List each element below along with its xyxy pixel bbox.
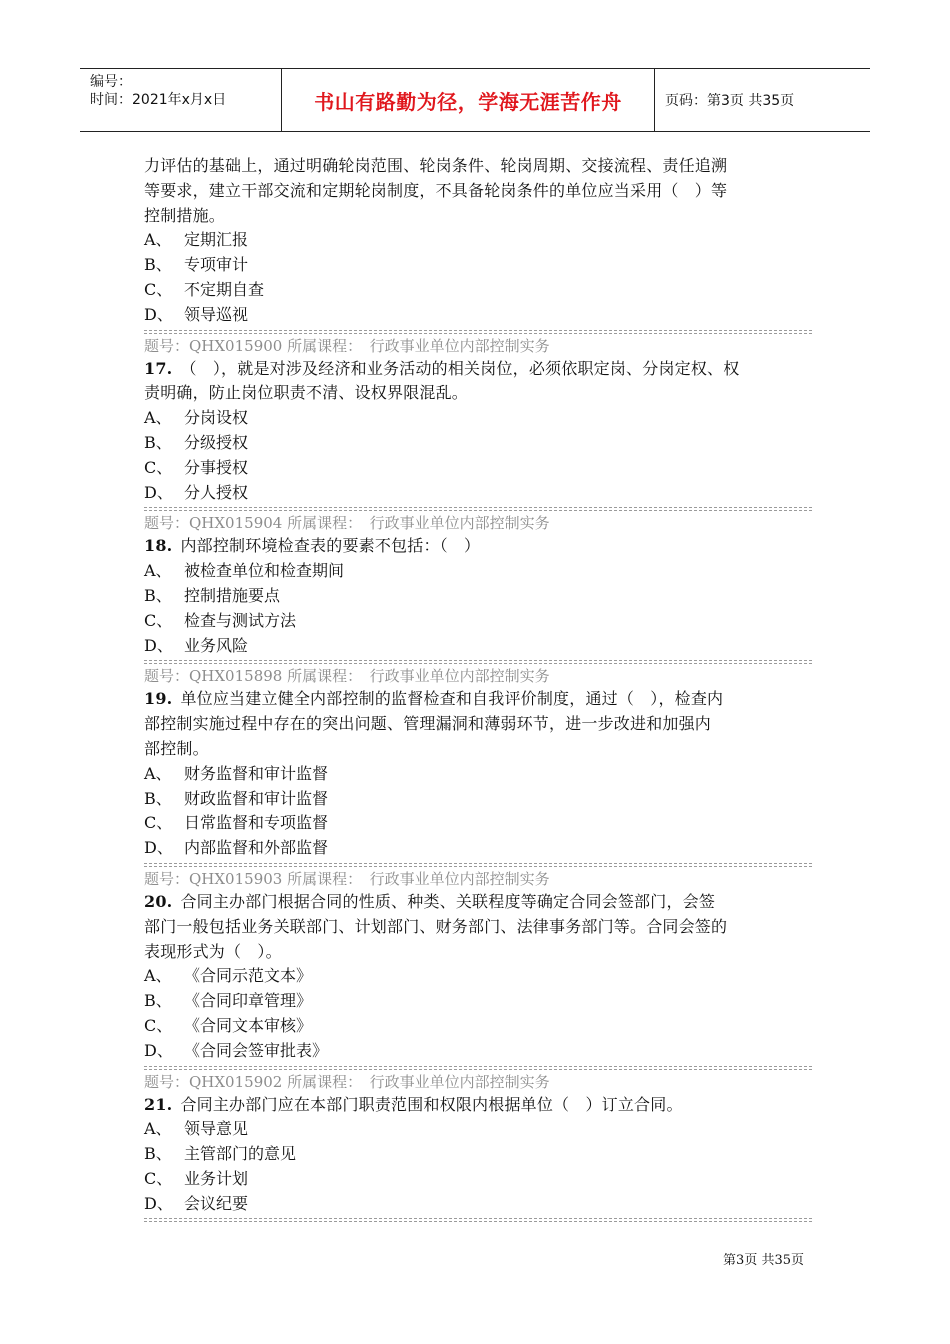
question-line: 等要求，建立干部交流和定期轮岗制度，不具备轮岗条件的单位应当采用（ ）等 [144, 180, 728, 200]
option-b [144, 253, 814, 278]
option-b [144, 787, 814, 812]
question-block [144, 1093, 814, 1223]
option-c [144, 1014, 814, 1039]
question-meta: 题号：QHX015900 所属课程： 行政事业单位内部控制实务 [144, 336, 550, 355]
question-block [144, 890, 814, 1093]
option-label: C、 [144, 1168, 173, 1188]
option-text: 分级授权 [184, 432, 249, 452]
document-number-label: 编号： [90, 74, 132, 90]
question-line-text: 合同主办部门应在本部门职责范围和权限内根据单位（ ）订立合同。 [180, 1094, 683, 1114]
question-line [144, 890, 814, 915]
option-a [144, 762, 814, 787]
option-text: 分岗设权 [184, 408, 249, 428]
option-text: 业务风险 [184, 635, 249, 655]
question-meta: 题号：QHX015904 所属课程： 行政事业单位内部控制实务 [144, 514, 550, 533]
option-text: 财务监督和审计监督 [184, 763, 329, 783]
option-text: 定期汇报 [184, 230, 249, 250]
option-b [144, 431, 814, 456]
option-d [144, 481, 814, 506]
option-text: 《合同示范文本》 [184, 966, 313, 986]
option-label: A、 [144, 561, 172, 581]
option-b [144, 989, 814, 1014]
option-d [144, 836, 814, 861]
dashed-separator [144, 863, 812, 867]
question-line: 控制措施。 [144, 205, 226, 225]
question-text [144, 154, 814, 228]
question-meta: 题号：QHX015902 所属课程： 行政事业单位内部控制实务 [144, 1072, 550, 1091]
question-number: 19. [144, 689, 173, 709]
option-text: 控制措施要点 [184, 585, 281, 605]
option-text: 《合同会签审批表》 [184, 1040, 329, 1060]
option-label: B、 [144, 255, 172, 275]
question-line [144, 357, 814, 382]
option-label: B、 [144, 991, 172, 1011]
question-text [144, 357, 814, 407]
option-label: D、 [144, 482, 173, 502]
question-text [144, 687, 814, 761]
question-number: 17. [144, 358, 173, 378]
option-label: D、 [144, 1193, 173, 1213]
option-label: D、 [144, 1040, 173, 1060]
option-d [144, 1039, 814, 1064]
dashed-separator [144, 330, 812, 334]
option-text: 内部监督和外部监督 [184, 838, 329, 858]
question-line: 部门一般包括业务关联部门、计划部门、财务部门、法律事务部门等。合同会签的 [144, 916, 728, 936]
question-line: 部控制实施过程中存在的突出问题、管理漏洞和薄弱环节，进一步改进和加强内 [144, 714, 712, 734]
option-label: C、 [144, 1015, 173, 1035]
question-meta: 题号：QHX015898 所属课程： 行政事业单位内部控制实务 [144, 667, 550, 686]
question-line-text: （ ），就是对涉及经济和业务活动的相关岗位，必须依职定岗、分岗定权、权 [180, 358, 740, 378]
question-block [144, 357, 814, 535]
option-label: B、 [144, 585, 172, 605]
option-label: D、 [144, 304, 173, 324]
question-line-text: 单位应当建立健全内部控制的监督检查和自我评价制度，通过（ ），检查内 [180, 689, 724, 709]
option-text: 会议纪要 [184, 1193, 249, 1213]
option-text: 被检查单位和检查期间 [184, 561, 345, 581]
question-line: 力评估的基础上，通过明确轮岗范围、轮岗条件、轮岗周期、交接流程、责任追溯 [144, 156, 728, 175]
question-block-continued [144, 154, 814, 357]
header-page-cell [655, 69, 870, 131]
option-text: 《合同文本审核》 [184, 1015, 313, 1035]
option-label: C、 [144, 610, 173, 630]
option-c [144, 278, 814, 303]
option-text: 领导巡视 [184, 304, 249, 324]
option-a [144, 964, 814, 989]
question-block [144, 687, 814, 890]
page-footer: 第3页 共35页 [723, 1253, 804, 1268]
option-label: A、 [144, 966, 172, 986]
option-a [144, 406, 814, 431]
dashed-separator [144, 1066, 812, 1070]
question-line: 部控制。 [144, 738, 209, 758]
option-text: 分事授权 [184, 457, 249, 477]
option-c [144, 1167, 814, 1192]
option-label: B、 [144, 788, 172, 808]
header-info-cell [80, 69, 282, 131]
option-label: A、 [144, 230, 172, 250]
option-c [144, 811, 814, 836]
header-motto: 书山有路勤为径，学海无涯苦作舟 [314, 89, 622, 114]
question-text [144, 1093, 814, 1118]
question-meta: 题号：QHX015903 所属课程： 行政事业单位内部控制实务 [144, 869, 550, 888]
document-time-label: 时间：2021年x月x日 [90, 92, 227, 108]
option-label: A、 [144, 1119, 172, 1139]
header-page-number: 页码：第3页 共35页 [665, 93, 795, 109]
option-d [144, 303, 814, 328]
option-label: D、 [144, 838, 173, 858]
dashed-separator [144, 1218, 812, 1222]
question-text [144, 890, 814, 964]
option-d [144, 634, 814, 659]
question-number: 20. [144, 891, 173, 911]
page-header [80, 68, 870, 132]
option-label: C、 [144, 279, 173, 299]
question-line-text: 内部控制环境检查表的要素不包括：（ ） [180, 536, 481, 556]
option-text: 分人授权 [184, 482, 249, 502]
option-c [144, 456, 814, 481]
question-text [144, 534, 814, 559]
option-text: 日常监督和专项监督 [184, 813, 329, 833]
question-line: 表现形式为（ ）。 [144, 941, 282, 961]
option-label: C、 [144, 813, 173, 833]
option-label: B、 [144, 1144, 172, 1164]
dashed-separator [144, 507, 812, 511]
question-number: 21. [144, 1094, 173, 1114]
option-a [144, 228, 814, 253]
dashed-separator [144, 660, 812, 664]
question-line [144, 1093, 814, 1118]
header-motto-cell [282, 69, 655, 131]
option-label: C、 [144, 457, 173, 477]
question-number: 18. [144, 536, 173, 556]
option-d [144, 1192, 814, 1217]
option-label: D、 [144, 635, 173, 655]
option-label: A、 [144, 763, 172, 783]
option-text: 领导意见 [184, 1119, 249, 1139]
question-line-text: 合同主办部门根据合同的性质、种类、关联程度等确定合同会签部门，会签 [180, 891, 716, 911]
option-b [144, 1142, 814, 1167]
option-b [144, 584, 814, 609]
option-text: 主管部门的意见 [184, 1144, 297, 1164]
question-block [144, 534, 814, 687]
option-text: 检查与测试方法 [184, 610, 297, 630]
option-c [144, 609, 814, 634]
question-line [144, 687, 814, 712]
question-line: 责明确，防止岗位职责不清、设权界限混乱。 [144, 383, 469, 403]
option-a [144, 559, 814, 584]
option-label: A、 [144, 408, 172, 428]
option-text: 《合同印章管理》 [184, 991, 313, 1011]
option-text: 业务计划 [184, 1168, 249, 1188]
question-content [144, 154, 814, 1222]
option-text: 财政监督和审计监督 [184, 788, 329, 808]
option-text: 不定期自查 [184, 279, 265, 299]
option-label: B、 [144, 432, 172, 452]
question-line [144, 534, 814, 559]
option-a [144, 1117, 814, 1142]
option-text: 专项审计 [184, 255, 249, 275]
